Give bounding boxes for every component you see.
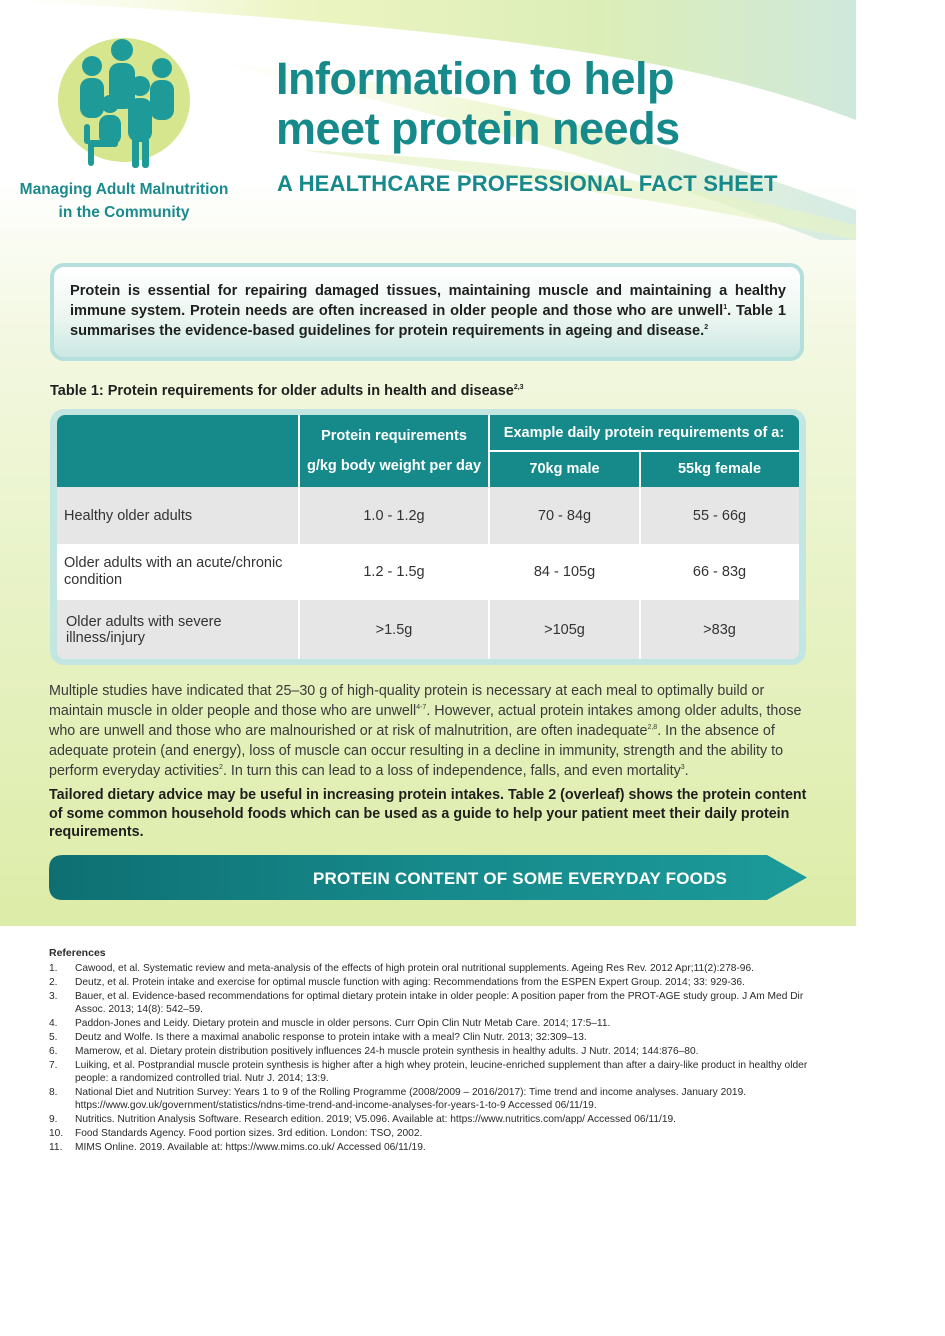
intro-box (50, 263, 804, 361)
community-people-logo-icon (52, 28, 192, 178)
header-col1-line2: g/kg body weight per day (306, 458, 482, 474)
reference-text: Deutz, et al. Protein intake and exercise for optimal muscle function with aging: Recommendations from the ESPEN Expert Group. 2014; 33: 929-36. (75, 977, 745, 988)
table-caption-sup: 2,3 (513, 384, 524, 392)
reference-text: MIMS Online. 2019. Available at: https://www.mims.co.uk/ Accessed 06/11/19. (75, 1142, 426, 1153)
citation-sup: 3 (680, 764, 685, 772)
intro-text: Protein is essential for repairing damaged tissues, maintaining muscle and maintaining a healthy immune system. Protein needs are often increased in older people and those who are unwell (70, 283, 786, 319)
reference-item (49, 1086, 809, 1112)
reference-number: 3. (49, 991, 58, 1002)
reference-text: Deutz and Wolfe. Is there a maximal anabolic response to protein intake with a meal? Clin Nutr. 2013; 32:309–13. (75, 1032, 587, 1043)
body-paragraph-1 (49, 681, 809, 781)
reference-text: Luiking, et al. Postprandial muscle protein synthesis is higher after a high whey protein, leucine-enriched supplement than after a dairy-like product in healthy older people: a randomized controlled trial. Nutr J. 2014; 13:9. (75, 1060, 808, 1084)
header-55kg-female: 55kg female (640, 451, 799, 487)
title-line-2: meet protein needs (276, 103, 680, 154)
intro-sup-1: 1 (723, 304, 728, 312)
body-text: . (684, 763, 689, 779)
table-cell-female: 66 - 83g (692, 564, 747, 580)
reference-item (49, 1017, 809, 1030)
reference-item (49, 1113, 809, 1126)
table-cell-female: 55 - 66g (692, 507, 747, 524)
header-70kg-male: 70kg male (489, 451, 640, 487)
table-cell-gkg: >1.5g (375, 621, 413, 638)
references-list (49, 962, 809, 1154)
reference-text: Mamerow, et al. Dietary protein distribution positively influences 24-h muscle protein synthesis in healthy adults. J Nutr. 2014; 144:876–80. (75, 1046, 699, 1057)
organisation-name (10, 178, 238, 224)
table-cell-group: Healthy older adults (64, 507, 193, 524)
reference-number: 7. (49, 1060, 58, 1071)
citation-sup: 2,8 (647, 724, 658, 732)
reference-item (49, 1045, 809, 1058)
body-text: . However, actual protein intakes among older adults, those who are unwell and those who are malnourished or at risk of malnutrition, are often inadequate (49, 703, 802, 739)
table-caption-text: Table 1: Protein requirements for older adults in health and disease (50, 383, 514, 399)
table-divider (298, 415, 300, 659)
reference-number: 8. (49, 1087, 58, 1098)
body-text: . In turn this can lead to a loss of independence, falls, and even mortality (222, 763, 681, 779)
intro-sup-2: 2 (704, 324, 709, 332)
references-section (49, 947, 809, 1155)
table-cell-male: 84 - 105g (533, 564, 596, 580)
reference-item (49, 1059, 809, 1085)
body-text: Multiple studies have indicated that 25–30 g of high-quality protein is necessary at each meal to optimally build or maintain muscle in older people and those who are unwell (49, 683, 765, 719)
reference-text: Cawood, et al. Systematic review and meta-analysis of the effects of high protein oral nutritional supplements. Ageing Res Rev. 2012 Apr;11(2):278-96. (75, 963, 754, 974)
reference-text: Nutritics. Nutrition Analysis Software. Research edition. 2019; V5.096. Available at: https://www.nutritics.com/app/ Accessed 06/11/19. (75, 1114, 676, 1125)
body-paragraph-2: Tailored dietary advice may be useful in increasing protein intakes. Table 2 (overleaf) shows the protein content of some common household foods which can be used as a guide to help your patient meet their daily protein requirements. (49, 787, 807, 840)
table-cell-group: Older adults with severe illness/injury (66, 613, 222, 646)
header-col1-line1: Protein requirements (321, 428, 467, 444)
reference-item (49, 990, 809, 1016)
citation-sup: 2 (219, 764, 223, 772)
reference-number: 4. (49, 1018, 58, 1029)
reference-item (49, 962, 809, 975)
page-subtitle: A HEALTHCARE PROFESSIONAL FACT SHEET (277, 171, 778, 196)
references-title: References (49, 947, 106, 959)
reference-item (49, 976, 809, 989)
reference-item (49, 1127, 809, 1140)
reference-number: 10. (49, 1128, 64, 1139)
reference-number: 1. (49, 963, 58, 974)
reference-number: 9. (49, 1114, 58, 1125)
protein-requirements-table (57, 415, 799, 659)
reference-number: 2. (49, 977, 58, 988)
reference-item (49, 1141, 809, 1154)
table-cell-female: >83g (703, 621, 736, 638)
protein-table-frame (50, 409, 806, 665)
org-line-2: in the Community (58, 204, 190, 221)
page-title (276, 54, 680, 154)
reference-number: 6. (49, 1046, 58, 1057)
citation-sup: 4-7 (416, 704, 427, 712)
table-caption (50, 383, 524, 399)
org-line-1: Managing Adult Malnutrition (19, 181, 229, 198)
table-cell-male: >105g (544, 621, 585, 638)
reference-text: Bauer, et al. Evidence-based recommendations for optimal dietary protein intake in older people: A position paper from the PROT-AGE study group. J Am Med Dir Assoc. 2013; 14(8): 542–59. (75, 991, 804, 1015)
table-cell-group: Older adults with an acute/chronic condition (64, 555, 283, 588)
reference-text: Paddon-Jones and Leidy. Dietary protein and muscle in older persons. Curr Opin Clin Nutr Metab Care. 2014; 17:5–11. (75, 1018, 611, 1029)
header-protein-requirements (299, 415, 489, 487)
reference-number: 11. (49, 1142, 63, 1153)
table-cell-gkg: 1.0 - 1.2g (363, 507, 425, 524)
banner-label: PROTEIN CONTENT OF SOME EVERYDAY FOODS (313, 869, 728, 888)
body-text: . In the absence of adequate protein (and energy), loss of muscle can occur resulting in a decline in immunity, strength and the ability to perform everyday activities (49, 723, 784, 779)
reference-text: National Diet and Nutrition Survey: Years 1 to 9 of the Rolling Programme (2008/2009 – 2016/2017): Time trend and income analyses. January 2019. https://www.gov.uk/government/statistics/ndns-time-trend-and-income-analyses-for-years-1-to-9 Accessed 06/11/19. (75, 1087, 747, 1111)
reference-text: Food Standards Agency. Food portion sizes. 3rd edition. London: TSO, 2002. (75, 1128, 423, 1139)
table-cell-gkg: 1.2 - 1.5g (363, 564, 425, 580)
table-cell-male: 70 - 84g (537, 507, 592, 524)
title-line-1: Information to help (276, 53, 674, 104)
header-example-group: Example daily protein requirements of a: (489, 415, 799, 451)
table-divider (639, 451, 641, 659)
table-header-divider (489, 450, 799, 452)
reference-item (49, 1031, 809, 1044)
intro-text-2: . Table 1 summarises the evidence-based guidelines for protein requirements in ageing and disease. (70, 303, 786, 339)
reference-number: 5. (49, 1032, 58, 1043)
